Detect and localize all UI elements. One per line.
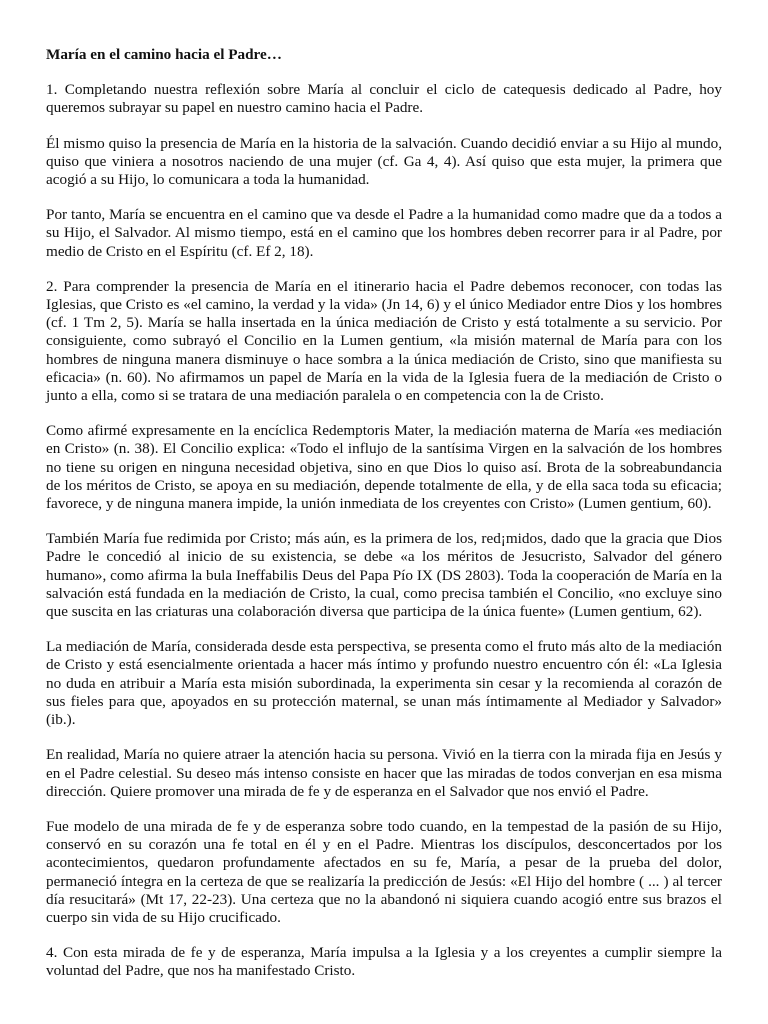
paragraph-5: Como afirmé expresamente en la encíclica Redemptoris Mater, la mediación materna de María «es mediación en Cristo» (n. 38). El Concilio explica: «Todo el influjo de la santísima Virgen en la salvación de los hombres no tiene su origen en ninguna necesidad objetiva, sino en que Dios lo quiso así. Brota de la sobreabundancia de los méritos de Cristo, se apoya en su mediación, depende totalmente de ella, y de ella saca toda su eficacia; favorece, y de ninguna manera impide, la unión inmediata de los creyentes con Cristo» (Lumen gentium, 60). bbox=[46, 422, 722, 513]
document-page bbox=[46, 46, 722, 981]
paragraph-9: Fue modelo de una mirada de fe y de esperanza sobre todo cuando, en la tempestad de la pasión de su Hijo, conservó en su corazón una fe total en él y en el Padre. Mientras los discípulos, desconcertados por los acontecimientos, quedaron profundamente afectados en su fe, María, a pesar de la prueba del dolor, permaneció íntegra en la certeza de que se realizaría la predicción de Jesús: «El Hijo del hombre ( ... ) al tercer día resucitará» (Mt 17, 22-23). Una certeza que no la abandonó ni siquiera cuando acogió entre sus brazos el cuerpo sin vida de su Hijo crucificado. bbox=[46, 817, 722, 926]
paragraph-7: La mediación de María, considerada desde esta perspectiva, se presenta como el fruto más alto de la mediación de Cristo y está esencialmente orientada a hacer más íntimo y profundo nuestro encuentro cón él: «La Iglesia no duda en atribuir a María esta misión subordinada, la experimenta sin cesar y la recomienda al corazón de sus fieles para que, apoyados en su protección maternal, se unan más íntimamente al Mediador y Salvador» (ib.). bbox=[46, 638, 722, 729]
paragraph-8: En realidad, María no quiere atraer la atención hacia su persona. Vivió en la tierra con la mirada fija en Jesús y en el Padre celestial. Su deseo más intenso consiste en hacer que las miradas de todos converjan en esa misma dirección. Quiere promover una mirada de fe y de esperanza en el Salvador que nos envió el Padre. bbox=[46, 746, 722, 800]
document-title: María en el camino hacia el Padre… bbox=[46, 46, 282, 63]
paragraph-3: Por tanto, María se encuentra en el camino que va desde el Padre a la humanidad como madre que da a todos a su Hijo, el Salvador. Al mismo tiempo, está en el camino que los hombres deben recorrer para ir al Padre, por medio de Cristo en el Espíritu (cf. Ef 2, 18). bbox=[46, 206, 722, 260]
paragraph-6: También María fue redimida por Cristo; más aún, es la primera de los, red¡midos, dado que la gracia que Dios Padre le concedió al inicio de su existencia, se debe «a los méritos de Jesucristo, Salvador del género humano», como afirma la bula Ineffabilis Deus del Papa Pío IX (DS 2803). Toda la cooperación de María en la salvación está fundada en la mediación de Cristo, la cual, como precisa también el Concilio, «no excluye sino que suscita en las criaturas una colaboración diversa que participa de la única fuente» (Lumen gentium, 62). bbox=[46, 530, 722, 621]
paragraph-2: Él mismo quiso la presencia de María en la historia de la salvación. Cuando decidió enviar a su Hijo al mundo, quiso que viniera a nosotros naciendo de una mujer (cf. Ga 4, 4). Así quiso que esta mujer, la primera que acogió a su Hijo, lo comunicara a toda la humanidad. bbox=[46, 134, 722, 189]
paragraph-10: 4. Con esta mirada de fe y de esperanza, María impulsa a la Iglesia y a los creyentes a cumplir siempre la voluntad del Padre, que nos ha manifestado Cristo. bbox=[46, 944, 722, 980]
paragraph-1: 1. Completando nuestra reflexión sobre María al concluir el ciclo de catequesis dedicado al Padre, hoy queremos subrayar su papel en nuestro camino hacia el Padre. bbox=[46, 81, 722, 117]
paragraph-4: 2. Para comprender la presencia de María en el itinerario hacia el Padre debemos reconocer, con todas las Iglesias, que Cristo es «el camino, la verdad y la vida» (Jn 14, 6) y el único Mediador entre Dios y los hombres (cf. 1 Tm 2, 5). María se halla insertada en la única mediación de Cristo y está totalmente a su servicio. Por consiguiente, como subrayó el Concilio en la Lumen gentium, «la misión maternal de María para con los hombres de ninguna manera disminuye o hace sombra a la única mediación de Cristo, sino que manifiesta su eficacia» (n. 60). No afirmamos un papel de María en la vida de la Iglesia fuera de la mediación de Cristo o junto a ella, como si se tratara de una mediación paralela o en competencia con la de Cristo. bbox=[46, 277, 722, 405]
